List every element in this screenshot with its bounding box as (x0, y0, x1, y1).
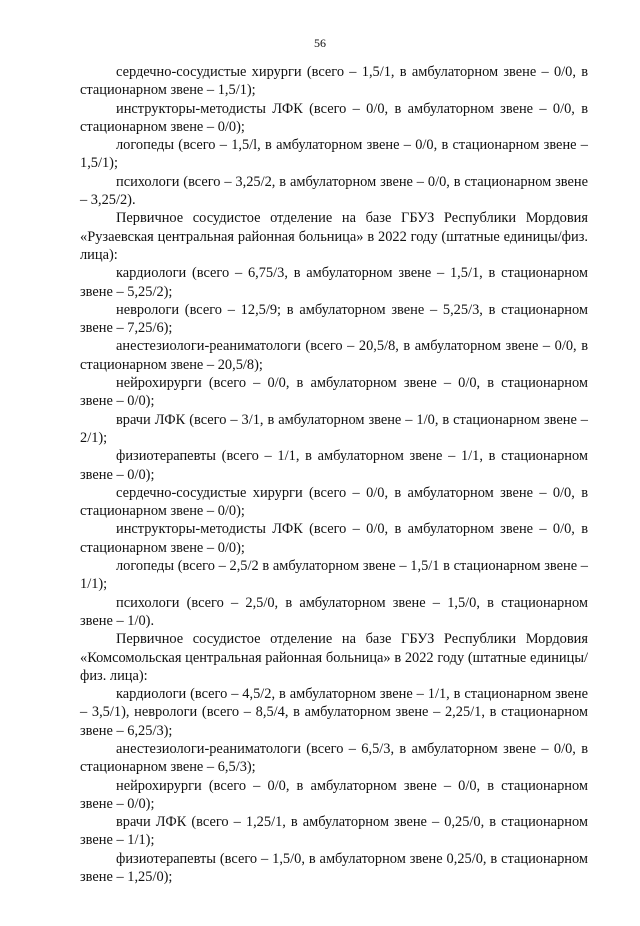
paragraph: психологи (всего – 2,5/0, в амбулаторном звене – 1,5/0, в стационарном звене – 1/0). (80, 594, 588, 629)
paragraph: физиотерапевты (всего – 1/1, в амбулаторном звене – 1/1, в стационарном звене – 0/0); (80, 448, 588, 483)
paragraph: сердечно-сосудистые хирурги (всего – 1,5/1, в амбулаторном звене – 0/0, в стационарном звене – 1,5/1); (80, 64, 588, 99)
paragraph: врачи ЛФК (всего – 1,25/1, в амбулаторном звене – 0,25/0, в стационарном звене – 1/1); (80, 814, 588, 849)
paragraph: кардиологи (всего – 4,5/2, в амбулаторном звене – 1/1, в стационарном звене – 3,5/1), неврологи (всего – 8,5/4, в амбулаторном звене – 2,25/1, в стационарном звене – 6,25/3); (80, 686, 588, 739)
paragraph: инструкторы-методисты ЛФК (всего – 0/0, в амбулаторном звене – 0/0, в стационарном звене – 0/0); (80, 100, 588, 135)
paragraph: логопеды (всего – 2,5/2 в амбулаторном звене – 1,5/1 в стационарном звене – 1/1); (80, 558, 588, 593)
paragraph: инструкторы-методисты ЛФК (всего – 0/0, в амбулаторном звене – 0/0, в стационарном звене – 0/0); (80, 521, 588, 556)
paragraph: сердечно-сосудистые хирурги (всего – 0/0, в амбулаторном звене – 0/0, в стационарном звене – 0/0); (80, 484, 588, 520)
paragraph: логопеды (всего – 1,5/l, в амбулаторном звене – 0/0, в стационарном звене – 1,5/1); (80, 137, 588, 172)
paragraph: психологи (всего – 3,25/2, в амбулаторном звене – 0/0, в стационарном звене – 3,25/2). (80, 173, 588, 209)
paragraph: врачи ЛФК (всего – 3/1, в амбулаторном звене – 1/0, в стационарном звене – 2/1); (80, 411, 588, 446)
paragraph: нейрохирурги (всего – 0/0, в амбулаторном звене – 0/0, в стационарном звене – 0/0); (80, 777, 588, 812)
paragraph: кардиологи (всего – 6,75/3, в амбулаторном звене – 1,5/1, в стационарном звене – 5,25/2); (80, 265, 588, 300)
paragraph: анестезиологи-реаниматологи (всего – 6,5/3, в амбулаторном звене – 0/0, в стационарном звене – 6,5/3); (80, 740, 588, 776)
section-heading-paragraph: Первичное сосудистое отделение на базе ГБУЗ Республики Мордовия «Рузаевская центральная районная больница» в 2022 году (штатные единицы/физ. лица): (80, 210, 588, 263)
document-body (80, 63, 588, 886)
section-heading-paragraph: Первичное сосудистое отделение на базе ГБУЗ Республики Мордовия «Комсомольская центральная районная больница» в 2022 году (штатные единицы/физ. лица): (80, 631, 588, 684)
paragraph: нейрохирурги (всего – 0/0, в амбулаторном звене – 0/0, в стационарном звене – 0/0); (80, 375, 588, 410)
paragraph: неврологи (всего – 12,5/9; в амбулаторном звене – 5,25/3, в стационарном звене – 7,25/6); (80, 301, 588, 337)
page-number: 56 (314, 36, 326, 50)
paragraph: физиотерапевты (всего – 1,5/0, в амбулаторном звене 0,25/0, в стационарном звене – 1,25/0); (80, 850, 588, 886)
paragraph: анестезиологи-реаниматологи (всего – 20,5/8, в амбулаторном звене – 0/0, в стационарном звене – 20,5/8); (80, 338, 588, 373)
